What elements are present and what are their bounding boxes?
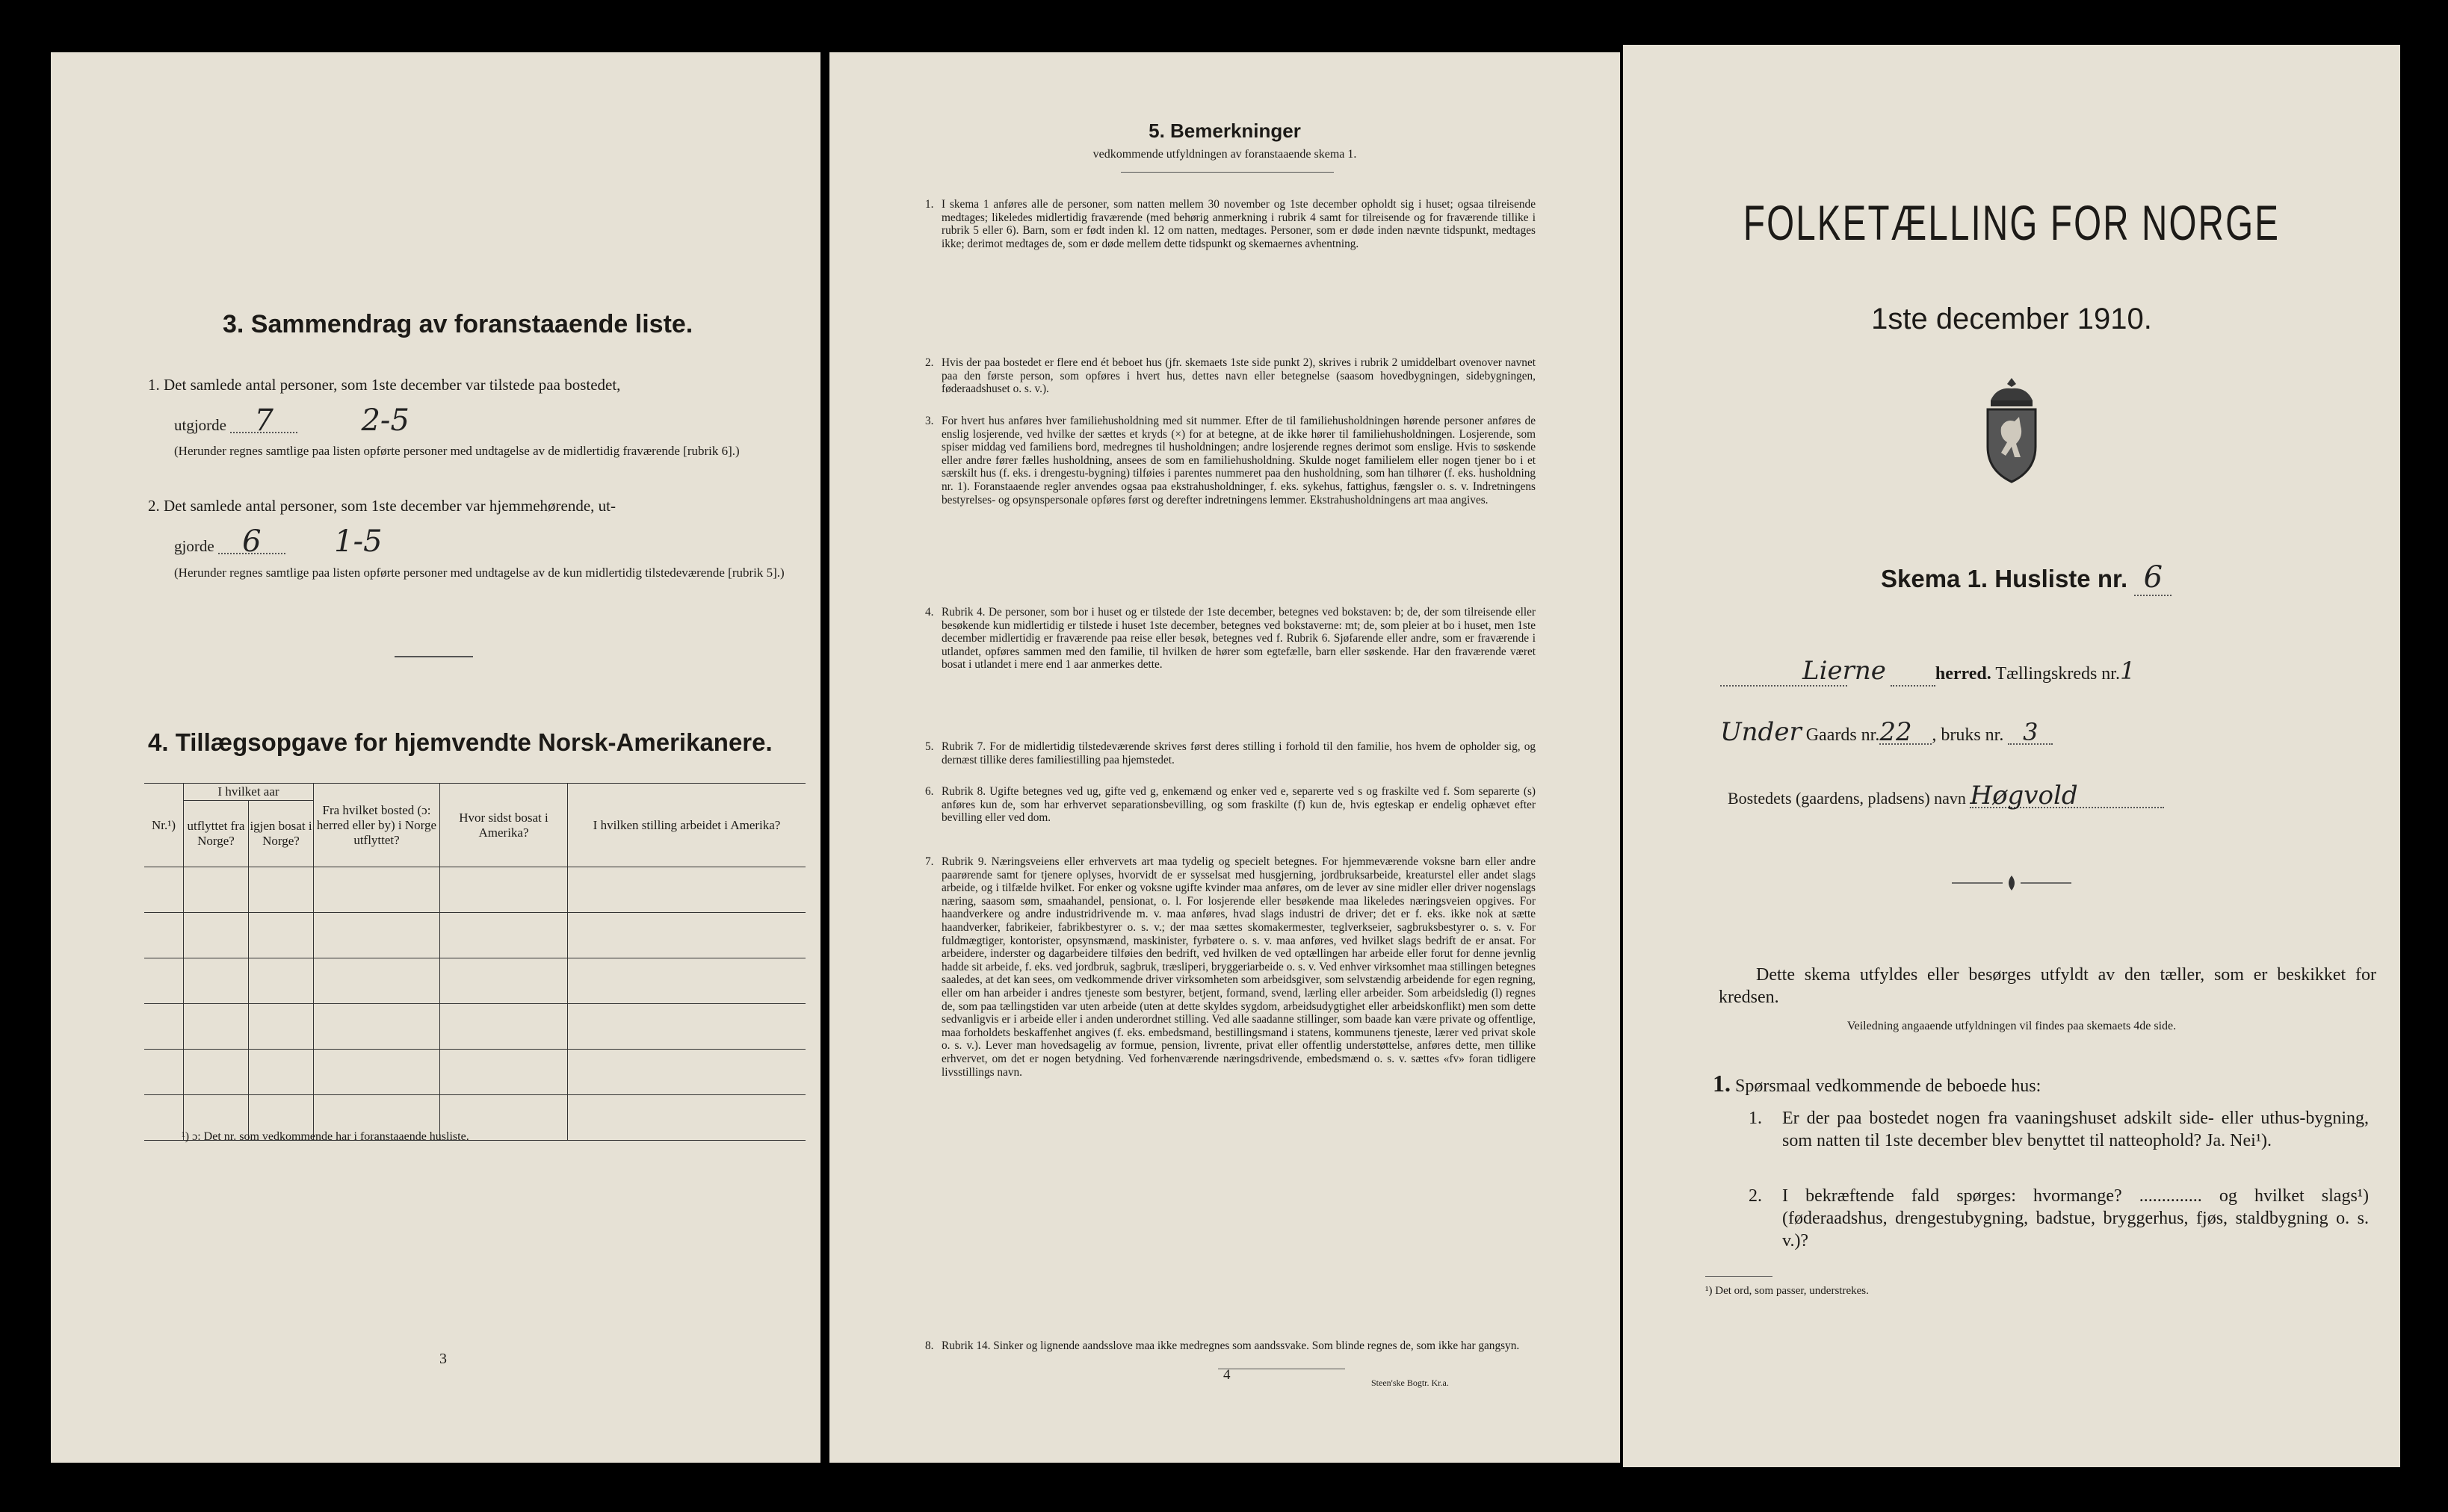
question-1-1-num: 1. — [1749, 1109, 1762, 1128]
remark-1 — [925, 198, 1536, 277]
divider — [395, 656, 473, 657]
question-1-2 — [1749, 1185, 2369, 1252]
remark-4 — [925, 606, 1536, 672]
page-number-4: 4 — [1223, 1367, 1231, 1383]
item1-note: (Herunder regnes samtlige paa listen opførte personer med undtagelse av de midlertidig fraværende [rubrik 6].) — [174, 444, 740, 458]
bosted-line — [1728, 781, 2400, 811]
norsk-amerikanere-table — [144, 783, 806, 1141]
table-row — [144, 913, 806, 958]
footnote: ¹) Det ord, som passer, understrekes. — [1705, 1285, 1869, 1297]
item2-utgjorde — [174, 524, 383, 559]
table-row — [144, 958, 806, 1004]
remark-6 — [925, 785, 1536, 825]
remark-5 — [925, 740, 1536, 766]
skema-label-text: Skema 1. Husliste nr. — [1881, 565, 2128, 592]
kreds-label: Tællingskreds nr. — [1995, 664, 2120, 684]
kreds-number: 1 — [2119, 657, 2136, 685]
item2-hand-count: 6 — [218, 530, 285, 554]
herred-label: herred. — [1935, 664, 1991, 684]
remark-8 — [925, 1339, 1536, 1353]
main-title: FOLKETÆLLING FOR NORGE — [1743, 195, 2281, 250]
col-igjen-bosat: igjen bosat i Norge? — [249, 801, 314, 867]
ornament-icon — [1952, 874, 2071, 892]
bosted-label: Bostedets (gaardens, pladsens) navn — [1728, 789, 1966, 808]
remark-5-num: 5. — [925, 740, 934, 753]
remark-5-text: Rubrik 7. For de midlertidig tilstedeværende skrives først deres stilling i forhold til den familie, hos hvem de opholder sig, og dernæst tillike deres familiestilling paa hjemstedet. — [942, 740, 1536, 766]
veiledning-text: Veiledning angaaende utfyldningen vil findes paa skemaets 4de side. — [1846, 1020, 2177, 1032]
item1-utgjorde-label: utgjorde — [174, 416, 226, 434]
col-group-aar: I hvilket aar — [184, 784, 314, 801]
item2-utgjorde-label: gjorde — [174, 537, 214, 555]
remark-2 — [925, 356, 1536, 396]
bruks-number: 3 — [2008, 721, 2053, 745]
remark-1-text: I skema 1 anføres alle de personer, som natten mellem 30 november og 1ste december opholdt sig i huset; ogsaa tilreisende medtages; likeledes midlertidig fraværende (med behørig anmerkning i rubrik 4 samt for tilreisende og for fraværende tillike i rubrik 5 eller 6). Barn, som er født inden kl. 12 om natten, medtages. Personer, som er døde inden nævnte tidspunkt, medtages ikke; derimot medtages de, som er døde mellem dette tidspunkt og skemaernes avhentning. — [942, 198, 1536, 250]
item2-hand-note: 1-5 — [334, 524, 383, 559]
bemerkninger-list — [925, 198, 1536, 1363]
table-row — [144, 867, 806, 913]
printer-imprint: Steen'ske Bogtr. Kr.a. — [1371, 1378, 1449, 1388]
page-right — [1623, 45, 2400, 1467]
question-1-2-num: 2. — [1749, 1186, 1762, 1206]
herred-line — [1720, 656, 2393, 687]
intro-text: Dette skema utfyldes eller besørges utfyldt av den tæller, som er beskikket for kredsen. — [1719, 965, 2376, 1007]
remark-1-num: 1. — [925, 198, 934, 211]
question-1-1-text: Er der paa bostedet nogen fra vaaningshuset adskilt side- eller uthus-bygning, som natten til 1ste december blev benyttet til natteophold? Ja. Nei¹). — [1782, 1109, 2369, 1150]
question-1-heading — [1713, 1072, 2385, 1097]
footnote-rule — [1705, 1276, 1772, 1277]
remark-6-num: 6. — [925, 785, 934, 798]
remark-8-num: 8. — [925, 1339, 934, 1352]
question-1-number: 1. — [1713, 1070, 1731, 1097]
remark-6-text: Rubrik 8. Ugifte betegnes ved ug, gifte ved g, enkemænd og enker ved e, separerte ved s og fraskilte ved f. Som separerte (s) anføres kun de, som har erhvervet separationsbevilling, og som fraskilte (f) kun de, hvis egteskap er endelig ophævet efter bevilling eller ved dom. — [942, 785, 1536, 825]
remark-3-text: For hvert hus anføres hver familiehusholdning med sit nummer. Efter de til familiehusholdningen hørende personer anføres de enslig losjerende, ved hvilke der sættes et kryds (×) for at betegne, at de ikke hører til familiehusholdningen. Losjerende, som spiser middag ved familiens bord, medregnes til husholdningen; andre losjerende regnes derimot som enslige. Hvis to søskende eller andre fører fælles husholdning, ansees de som en familiehusholdning. Skulde noget familielem eller nogen tjener bo i et særskilt hus (f. eks. i drengestu-bygning) tilføies i parentes nummeret paa den husholdning, som han tilhører (f. eks. husholdning nr. 1). Foranstaaende regler anvendes ogsaa paa ekstrahusholdninger, f. eks. sykehus, fattighus, fængsler o. s. v. Indretningens bestyrelses- og opsynspersonale opføres først og derefter indretningens lemmer. Ekstrahusholdningens art maa angives. — [942, 415, 1536, 506]
coat-of-arms-icon — [1974, 374, 2049, 486]
item2-line: 2. Det samlede antal personer, som 1ste december var hjemmehørende, ut- — [148, 497, 616, 515]
section-3-title: 3. Sammendrag av foranstaaende liste. — [223, 310, 693, 338]
col-utflyttet: utflyttet fra Norge? — [184, 801, 249, 867]
question-1-2-text: I bekræftende fald spørges: hvormange? .............. og hvilket slags¹) (føderaadshus, drengestubygning, badstue, bryggerhus, fjøs, staldbygning o. s. v.)? — [1782, 1186, 2369, 1251]
table-row — [144, 1004, 806, 1050]
question-1-1 — [1749, 1107, 2369, 1152]
bemerkninger-subtitle: vedkommende utfyldningen av foranstaaende skema 1. — [1092, 148, 1357, 161]
remark-7-text: Rubrik 9. Næringsveiens eller erhvervets art maa tydelig og specielt betegnes. For hjemmeværende voksne barn eller andre paarørende samt for tjenere oplyses, hvorvidt de er sysselsat med husgjerning, jordbruksarbeide, kreaturstel eller andet slags arbeide, og i tilfælde hvilket. For enker og voksne ugifte kvinder maa anføres, om de lever av sine midler eller driver nogenslags næring, saasom søm, smaahandel, pensionat, o. l. For losjerende eller besøkende maa likeledes næringsveien opgives. For haandverkere og andre industridrivende m. v. maa anføres, hvad slags industri de driver; det er f. eks. ikke nok at sætte haandverker, fabrikeier, fabrikbestyrer o. s. v.; der maa sættes skomakermester, teglverkseier, sagbruksbestyrer o. s. v. For fuldmægtiger, kontorister, opsynsmænd, maskinister, fyrbøtere o. s. v. maa anføres, ved hvilket slags bedrift de er ansat. For arbeidere, inderster og dagarbeidere tilføies den bedrift, ved hvilken de ved optællingen har arbeide eller forut for denne jevnlig hadde sit arbeide, f. eks. ved jordbruk, sagbruk, træsliperi, bryggeriarbeide o. s. v. Ved enhver virksomhet maa stillingen betegnes saaledes, at det kan sees, om vedkommende driver virksomheten som arbeidsgiver, som selvstændig arbeidende for egen regning, eller om han arbeider i andres tjeneste som bestyrer, betjent, formand, svend, lærling eller arbeider. Som arbeidsledig (l) regnes de, som paa tællingstiden var uten arbeide (uten at dette skyldes sygdom, arbeidsudygtighet eller arbeidskonflikt) men som dette sedvanligvis er i arbeide eller i anden underordnet stilling. Ved alle saadanne stillinger, som baade kan være private og offentlige, maa forholdets beskaffenhet angives (f. eks. embedsmand, bestillingsmand i statens, kommunens tjeneste, lærer ved privat skole o. s. v.). Lever man hovedsagelig av formue, pension, livrente, privat eller offentlig understøttelse, anføres dette, men tillike erhvervet, om det er nogen betydning. Ved forhenværende næringsdrivende, embedsmænd o. s. v. sættes «fv» foran tidligere livsstillings navn. — [942, 855, 1536, 1079]
item1-line: 1. Det samlede antal personer, som 1ste december var tilstede paa bostedet, — [148, 376, 621, 394]
remark-4-text: Rubrik 4. De personer, som bor i huset og er tilstede der 1ste december, betegnes ved bokstaven: b; de, der som tilreisende eller besøkende kun midlertidig er tilstede i huset 1ste december, betegnes ved bokstaverne: mt; de, som pleier at bo i huset, men 1ste december midlertidig er fraværende paa reise eller besøk, betegnes ved f. Rubrik 6. Sjøfarende eller andre, som er fraværende i utlandet, opføres sammen med den familie, til hvilken de hører som egtefælle, barn eller søskende. Har den fraværende været bosat i utlandet i mere end 1 aar anmerkes dette. — [942, 606, 1536, 672]
bemerkninger-title: 5. Bemerkninger — [1149, 120, 1301, 142]
gaard-number: 22 — [1879, 721, 1932, 745]
page-middle — [829, 52, 1620, 1463]
gaard-line — [1720, 717, 2393, 747]
remark-3 — [925, 415, 1536, 506]
herred-name: Lierne — [1802, 656, 1886, 686]
gaard-name: Under — [1720, 717, 1802, 747]
census-date: 1ste december 1910. — [1871, 303, 2152, 335]
skema-label — [1881, 560, 2172, 596]
remark-8-text: Rubrik 14. Sinker og lignende aandsslove maa ikke medregnes som aandssvake. Som blinde regnes de, som ikke har gangsyn. — [942, 1339, 1520, 1352]
col-stilling: I hvilken stilling arbeidet i Amerika? — [568, 784, 806, 867]
question-1-title: Spørsmaal vedkommende de beboede hus: — [1735, 1076, 2041, 1096]
bosted-name: Høgvold — [1970, 784, 2164, 808]
section-4-title: 4. Tillægsopgave for hjemvendte Norsk-Amerikanere. — [148, 728, 773, 756]
remark-2-text: Hvis der paa bostedet er flere end ét beboet hus (jfr. skemaets 1ste side punkt 2), skrives i rubrik 2 umiddelbart ovenover navnet paa den første person, som opføres i hvert hus, dettes navn eller betegnelse (saasom hovedbygningen, sidebygningen, føderaadshuset o. s. v.). — [942, 356, 1536, 396]
remark-2-num: 2. — [925, 356, 934, 369]
remark-3-num: 3. — [925, 415, 934, 427]
item1-hand-note: 2-5 — [361, 403, 409, 438]
remark-7-num: 7. — [925, 855, 934, 868]
husliste-number: 6 — [2134, 560, 2172, 596]
item1-utgjorde — [174, 403, 409, 438]
table-footnote: ¹) ɔ: Det nr. som vedkommende har i foranstaaende husliste. — [182, 1130, 469, 1143]
bruks-label: , bruks nr. — [1932, 725, 2004, 745]
item2-note: (Herunder regnes samtlige paa listen opførte personer med undtagelse av de kun midlertidig tilstedeværende [rubrik 5].) — [174, 566, 785, 580]
col-hvor-sidst: Hvor sidst bosat i Amerika? — [440, 784, 568, 867]
gaard-label: Gaards nr. — [1805, 725, 1880, 745]
page-number-3: 3 — [439, 1351, 447, 1367]
title-rule — [1121, 172, 1334, 173]
item1-hand-count: 7 — [230, 409, 297, 433]
remark-7 — [925, 855, 1536, 1079]
page-left — [51, 52, 820, 1463]
col-nr: Nr.¹) — [144, 784, 184, 867]
remark-4-num: 4. — [925, 606, 934, 619]
col-fra-bosted: Fra hvilket bosted (ɔ: herred eller by) i Norge utflyttet? — [314, 784, 440, 867]
table-row — [144, 1050, 806, 1095]
